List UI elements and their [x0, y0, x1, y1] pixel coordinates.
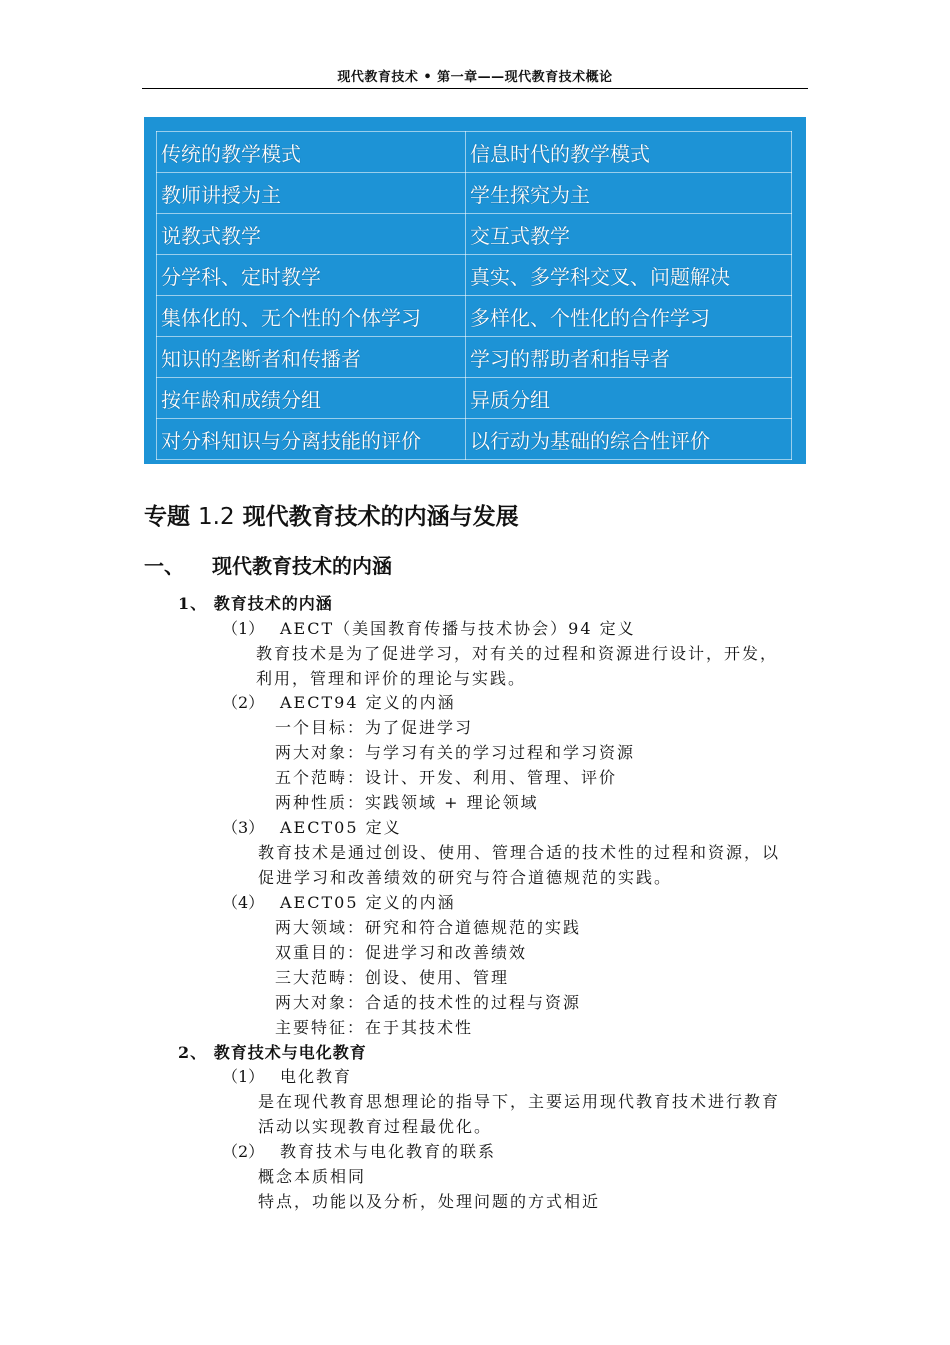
- table-row: [157, 255, 792, 296]
- list-item: 两种性质：实践领域 + 理论领域: [275, 793, 539, 812]
- table-cell: 学习的帮助者和指导者: [466, 337, 792, 378]
- table-row: [157, 337, 792, 378]
- table-row: [157, 378, 792, 419]
- section-prefix: 专题: [144, 504, 190, 530]
- table-cell: 学生探究为主: [466, 173, 792, 214]
- point-number: （1）: [222, 1067, 265, 1086]
- table-cell: 交互式教学: [466, 214, 792, 255]
- paragraph-line: 教育技术是通过创设、使用、管理合适的技术性的过程和资源，以: [258, 843, 781, 862]
- table-cell: 对分科知识与分离技能的评价: [157, 419, 466, 460]
- table-cell: 分学科、定时教学: [157, 255, 466, 296]
- point-heading: [222, 616, 636, 639]
- table-cell: 集体化的、无个性的个体学习: [157, 296, 466, 337]
- list-item: 两大对象：合适的技术性的过程与资源: [275, 993, 582, 1012]
- item-label: 1、: [178, 594, 208, 613]
- section-number: 1.2: [198, 504, 235, 530]
- paragraph-line: 教育技术是为了促进学习，对有关的过程和资源进行设计，开发，: [256, 644, 779, 663]
- item-heading: [178, 591, 333, 614]
- table-cell: 多样化、个性化的合作学习: [466, 296, 792, 337]
- paragraph-line: 特点，功能以及分析，处理问题的方式相近: [258, 1192, 601, 1211]
- point-number: （4）: [222, 893, 265, 912]
- list-item: 一个目标：为了促进学习: [275, 718, 474, 737]
- table-cell: 真实、多学科交叉、问题解决: [466, 255, 792, 296]
- table-row: [157, 173, 792, 214]
- table-cell: 传统的教学模式: [157, 132, 466, 173]
- section-title: 现代教育技术的内涵与发展: [242, 504, 519, 530]
- list-item: 两大领域：研究和符合道德规范的实践: [275, 918, 582, 937]
- table-row: [157, 214, 792, 255]
- point-heading: [222, 815, 402, 838]
- list-item: 三大范畴：创设、使用、管理: [275, 968, 510, 987]
- paragraph-line: 概念本质相同: [258, 1167, 367, 1186]
- table-cell: 教师讲授为主: [157, 173, 466, 214]
- list-item: 两大对象：与学习有关的学习过程和学习资源: [275, 743, 636, 762]
- table-row: [157, 132, 792, 173]
- point-title: AECT94 定义的内涵: [280, 693, 456, 712]
- table-cell: 以行动为基础的综合性评价: [466, 419, 792, 460]
- page-header: 现代教育技术 • 第一章——现代教育技术概论: [337, 70, 613, 85]
- comparison-table: [144, 117, 806, 464]
- table-cell: 知识的垄断者和传播者: [157, 337, 466, 378]
- subsection-heading: [144, 550, 392, 579]
- point-number: （2）: [222, 1142, 265, 1161]
- point-heading: [222, 890, 456, 913]
- table-cell: 信息时代的教学模式: [466, 132, 792, 173]
- list-item: 五个范畴：设计、开发、利用、管理、评价: [275, 768, 618, 787]
- paragraph-line: 促进学习和改善绩效的研究与符合道德规范的实践。: [258, 868, 673, 887]
- list-item: 主要特征：在于其技术性: [275, 1018, 474, 1037]
- item-title: 教育技术的内涵: [213, 594, 333, 613]
- point-number: （2）: [222, 693, 265, 712]
- header-rule: [142, 88, 808, 89]
- paragraph-line: 活动以实现教育过程最优化。: [258, 1117, 493, 1136]
- point-number: （1）: [222, 619, 265, 638]
- point-title: AECT（美国教育传播与技术协会）94 定义: [280, 619, 636, 638]
- item-heading: [178, 1040, 367, 1063]
- point-title: AECT05 定义的内涵: [280, 893, 456, 912]
- table-row: [157, 419, 792, 460]
- subsection-title: 现代教育技术的内涵: [212, 554, 392, 578]
- point-title: 教育技术与电化教育的联系: [280, 1142, 497, 1161]
- section-heading: [144, 498, 519, 531]
- table-row: [157, 296, 792, 337]
- subsection-marker: 一、: [144, 554, 184, 578]
- list-item: 双重目的：促进学习和改善绩效: [275, 943, 528, 962]
- point-heading: [222, 690, 456, 713]
- item-title: 教育技术与电化教育: [213, 1043, 367, 1062]
- point-heading: [222, 1139, 496, 1162]
- paragraph-line: 利用，管理和评价的理论与实践。: [256, 669, 527, 688]
- point-number: （3）: [222, 818, 265, 837]
- item-label: 2、: [178, 1043, 208, 1062]
- table-cell: 异质分组: [466, 378, 792, 419]
- table-cell: 按年龄和成绩分组: [157, 378, 466, 419]
- point-title: AECT05 定义: [280, 818, 402, 837]
- paragraph-line: 是在现代教育思想理论的指导下，主要运用现代教育技术进行教育: [258, 1092, 781, 1111]
- point-heading: [222, 1064, 352, 1087]
- table-cell: 说教式教学: [157, 214, 466, 255]
- point-title: 电化教育: [280, 1067, 353, 1086]
